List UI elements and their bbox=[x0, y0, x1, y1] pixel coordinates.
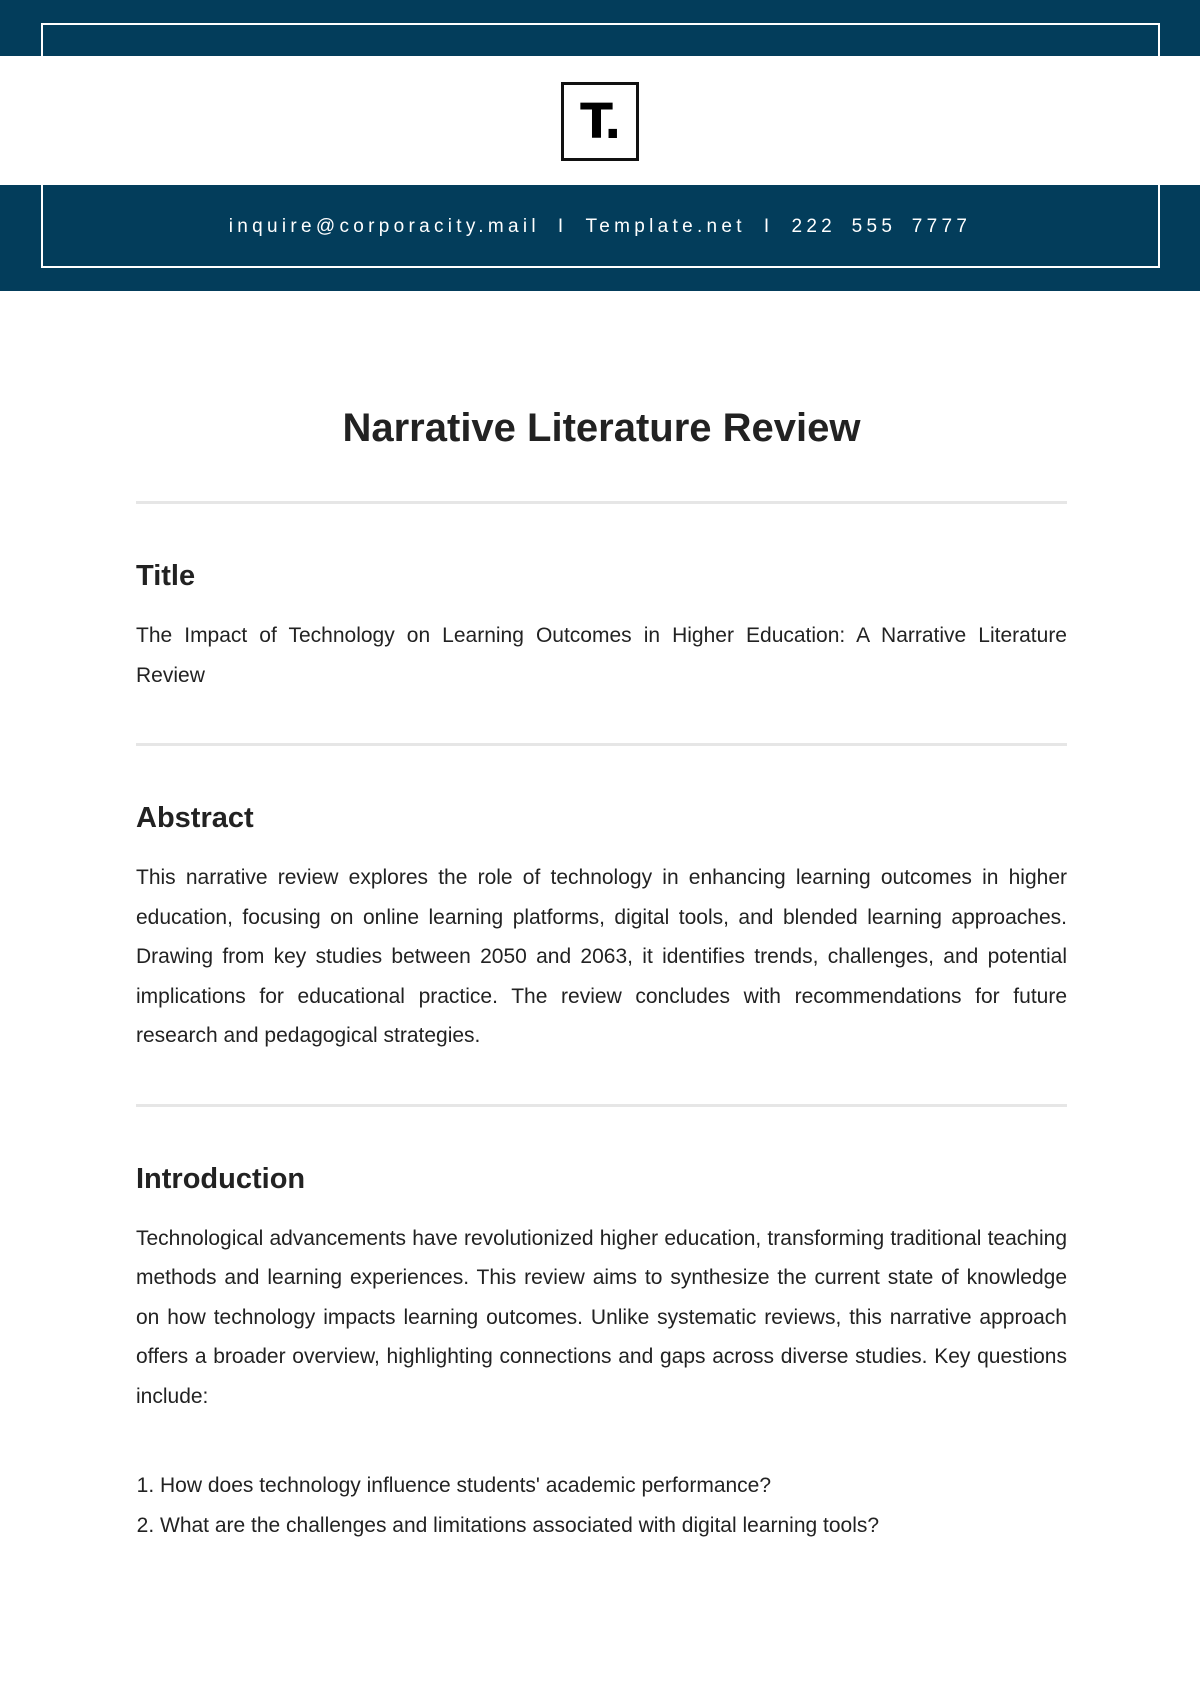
logo-text: T. bbox=[580, 93, 620, 150]
contact-website: Template.net bbox=[585, 216, 746, 237]
page-title: Narrative Literature Review bbox=[342, 406, 861, 450]
section-body-introduction: Technological advancements have revolutionized higher education, transforming traditional teaching methods and learning experiences. This review aims to synthesize the current state of knowledge on how technology impacts learning outcomes. Unlike systematic reviews, this narrative approach offers a broader overview, highlighting connections and gaps across diverse studies. Key questions include: bbox=[136, 1226, 1067, 1408]
contact-bar bbox=[0, 216, 1200, 238]
document-body bbox=[136, 400, 1067, 1546]
company-logo bbox=[561, 82, 639, 161]
contact-email: inquire@corporacity.mail bbox=[228, 216, 540, 237]
section-heading-introduction: Introduction bbox=[136, 1162, 306, 1195]
divider bbox=[136, 501, 1067, 504]
list-item: 1. How does technology influence students' academic performance? bbox=[160, 1466, 1067, 1506]
section-body-abstract: This narrative review explores the role of technology in enhancing learning outcomes in higher education, focusing on online learning platforms, digital tools, and blended learning approaches. Drawing from key studies between 2050 and 2063, it identifies trends, challenges, and potential implications for educational practice. The review concludes with recommendations for future research and pedagogical strategies. bbox=[136, 866, 1067, 1047]
separator: I bbox=[763, 216, 774, 237]
key-questions-list bbox=[136, 1466, 1067, 1546]
section-heading-abstract: Abstract bbox=[136, 802, 254, 834]
section-heading-title: Title bbox=[136, 560, 196, 592]
separator: I bbox=[557, 216, 568, 237]
section-body-title: The Impact of Technology on Learning Outcomes in Higher Education: A Narrative Literature Review bbox=[136, 624, 1067, 687]
divider bbox=[136, 743, 1067, 746]
contact-phone: 222 555 7777 bbox=[791, 216, 972, 237]
list-item: 2. What are the challenges and limitations associated with digital learning tools? bbox=[160, 1506, 1067, 1546]
divider bbox=[136, 1104, 1067, 1107]
